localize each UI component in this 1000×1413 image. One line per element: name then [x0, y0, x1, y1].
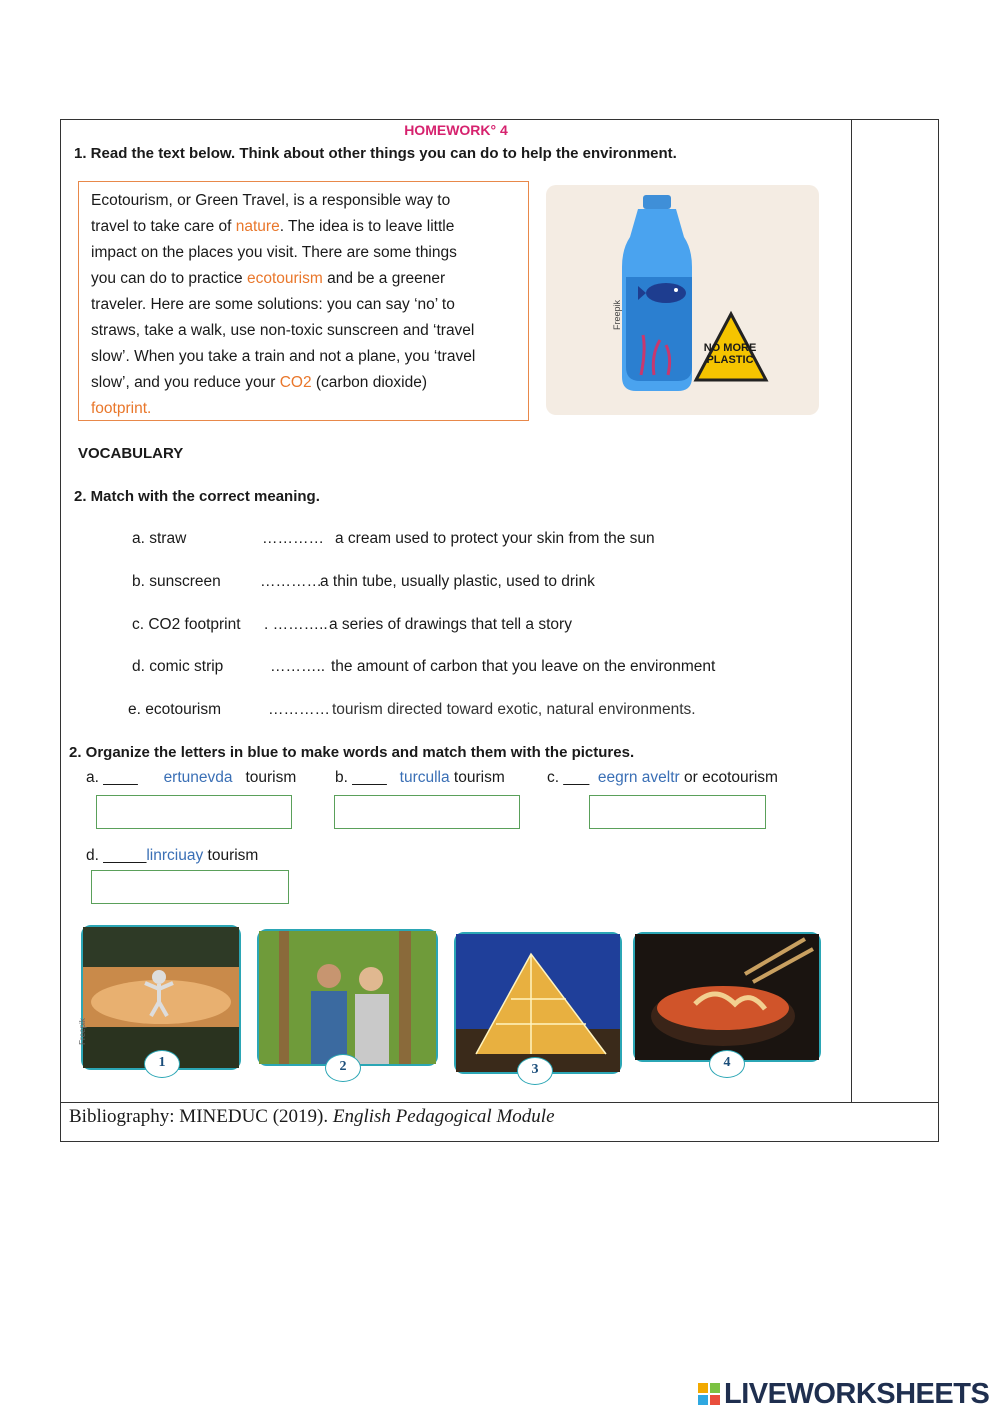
- scramble-item-b: b. ____ turculla tourism: [335, 769, 505, 786]
- column-divider: [851, 120, 852, 1102]
- answer-box-d[interactable]: [91, 870, 289, 904]
- hikers-forest-icon: [259, 931, 436, 1064]
- scrambled-word: ertunevda: [163, 769, 233, 786]
- vocab-meaning: the amount of carbon that you leave on the environment: [331, 658, 716, 675]
- answer-box-b[interactable]: [334, 795, 520, 829]
- reading-line: traveler. Here are some solutions: you can say ‘no’ to: [91, 296, 455, 313]
- answer-blank[interactable]: . ………..: [264, 616, 328, 633]
- vocab-term: e. ecotourism: [128, 701, 222, 718]
- reading-line: you can do to practice ecotourism and be a greener: [91, 270, 446, 287]
- keyword-co2: CO2: [279, 374, 312, 391]
- reading-line: [91, 396, 516, 422]
- answer-blank[interactable]: …………: [268, 701, 330, 718]
- reading-line: travel to take care of nature. The idea is to leave little: [91, 218, 455, 235]
- noodle-bowl-icon: [635, 934, 819, 1060]
- scramble-item-d: d. _____linrciuay tourism: [86, 847, 259, 864]
- logo-grid-icon: [698, 1380, 720, 1402]
- keyword-nature: nature: [235, 218, 280, 235]
- reading-line: straws, take a walk, use non-toxic sunscreen and ‘travel: [91, 322, 475, 339]
- picture-3: [454, 932, 622, 1074]
- question-3: 2. Organize the letters in blue to make words and match them with the pictures.: [69, 744, 635, 761]
- reading-text-box: [78, 181, 529, 421]
- page-title: HOMEWORK° 4: [404, 122, 508, 138]
- vocab-term: a. straw: [132, 530, 187, 547]
- answer-box-a[interactable]: [96, 795, 292, 829]
- answer-blank[interactable]: …………: [260, 573, 322, 590]
- vocab-term: d. comic strip: [132, 658, 224, 675]
- plastic-bottle-icon: [546, 185, 819, 415]
- question-1: 1. Read the text below. Think about other things you can do to help the environment.: [74, 145, 677, 162]
- vocab-meaning: a thin tube, usually plastic, used to drink: [320, 573, 595, 590]
- scramble-item-a: a. ____ ertunevda tourism: [86, 769, 297, 786]
- answer-blank[interactable]: ………..: [270, 658, 326, 675]
- scramble-item-c: c. ___ eegrn aveltr or ecotourism: [547, 769, 778, 786]
- liveworksheets-logo: LIVEWORKSHEETS: [698, 1378, 989, 1411]
- picture-2: [257, 929, 438, 1066]
- picture-credit: Freepik: [77, 1018, 87, 1045]
- reading-line: Ecotourism, or Green Travel, is a responsible way to: [91, 192, 451, 209]
- picture-4: [633, 932, 821, 1062]
- vocab-meaning: a series of drawings that tell a story: [329, 616, 572, 633]
- scrambled-word: eegrn aveltr: [597, 769, 680, 786]
- bibliography: Bibliography: MINEDUC (2019). English Pedagogical Module: [69, 1106, 555, 1127]
- keyword-footprint: footprint.: [91, 400, 152, 417]
- picture-number-2: 2: [325, 1054, 361, 1082]
- row-divider: [61, 1102, 938, 1103]
- picture-number-4: 4: [709, 1050, 745, 1078]
- worksheet-frame: [60, 119, 939, 1142]
- reading-line: slow’. When you take a train and not a plane, you ‘travel: [91, 348, 476, 365]
- vocab-meaning: a cream used to protect your skin from the sun: [335, 530, 655, 547]
- glass-pyramid-icon: [456, 934, 620, 1072]
- reading-line: impact on the places you visit. There are some things: [91, 244, 457, 261]
- vocab-term: c. CO2 footprint: [132, 616, 241, 633]
- keyword-ecotourism: ecotourism: [246, 270, 323, 287]
- picture-number-1: 1: [144, 1050, 180, 1078]
- reading-line: slow’, and you reduce your CO2 (carbon dioxide): [91, 374, 428, 391]
- scrambled-word: turculla: [399, 769, 450, 786]
- vocab-meaning: tourism directed toward exotic, natural environments.: [332, 701, 696, 718]
- scrambled-word: linrciuay: [146, 847, 204, 864]
- vocabulary-heading: VOCABULARY: [78, 445, 184, 462]
- no-more-plastic-sign: NO MORE PLASTIC: [703, 342, 757, 366]
- vocab-term: b. sunscreen: [132, 573, 221, 590]
- question-2: 2. Match with the correct meaning.: [74, 488, 320, 505]
- picture-number-3: 3: [517, 1057, 553, 1085]
- picture-1: [77, 925, 241, 1070]
- image-credit: Freepik: [612, 299, 623, 331]
- answer-blank[interactable]: …………: [262, 530, 324, 547]
- answer-box-c[interactable]: [589, 795, 766, 829]
- bungee-jump-lake-icon: [83, 927, 239, 1068]
- plastic-bottle-illustration: [546, 185, 819, 415]
